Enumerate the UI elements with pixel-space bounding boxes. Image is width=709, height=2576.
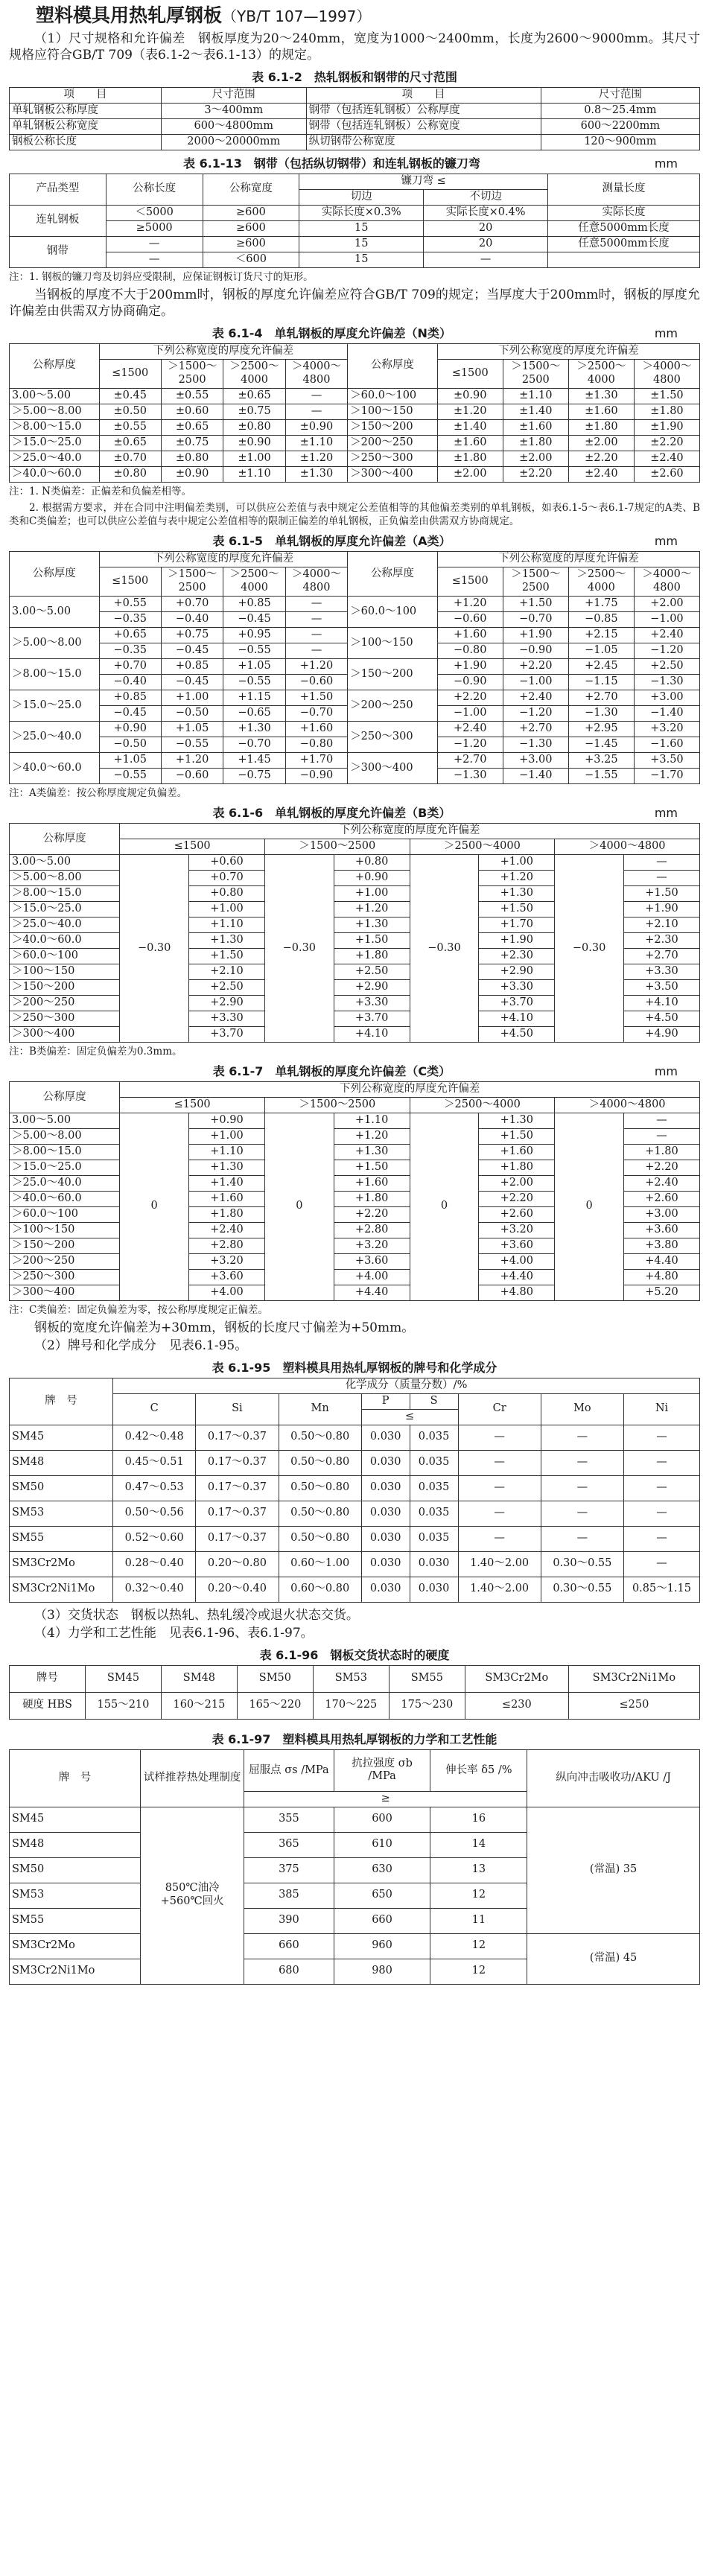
table-note: 注：C类偏差：固定负偏差为零，按公称厚度规定正偏差。 — [9, 1303, 268, 1316]
table-6-1-95-caption: 表 6.1-95 塑料模具用热轧厚钢板的牌号和化学成分 — [212, 1360, 497, 1375]
header-item: 项 目 — [10, 87, 162, 103]
table-row: SM48 365 610 14 — [10, 1832, 700, 1857]
table-header-row: ≥ — [10, 1791, 700, 1807]
table-row: ＞15.0～25.0 +1.00 +1.20 +1.50 +1.90 — [10, 902, 700, 917]
table-6-1-2 — [9, 87, 700, 150]
table-row: ＞25.0～40.0 ±0.70 ±0.80 ±1.00 ±1.20 ＞250～300 ±1.80 ±2.00 ±2.20 ±2.40 — [10, 451, 700, 466]
table-6-1-97-caption: 表 6.1-97 塑料模具用热轧厚钢板的力学和工艺性能 — [212, 1731, 497, 1746]
table-row: 钢带 — ≥600 15 20 任意5000mm长度 — [10, 236, 700, 252]
document-title: 塑料模具用热轧厚钢板（YB/T 107—1997） — [36, 4, 372, 26]
table-row: SM53 385 650 12 — [10, 1883, 700, 1908]
table-note: 注：A类偏差：按公称厚度规定负偏差。 — [9, 787, 188, 799]
table-row: 3.00～5.00 0 +0.90 0 +1.10 0 +1.30 0 — — [10, 1113, 700, 1129]
table-6-1-4 — [9, 343, 700, 483]
table-row: SM50 0.47～0.53 0.17～0.37 0.50～0.80 0.030 0.035 — — — — [10, 1475, 700, 1501]
table-row: 牌号 SM45 SM48 SM50 SM53 SM55 SM3Cr2Mo SM3Cr2Ni1Mo — [10, 1665, 700, 1692]
header-range: 尺寸范围 — [161, 87, 306, 103]
table-row: ＞25.0～40.0 +0.90 +1.05 +1.30 +1.60 ＞250～300 +2.40 +2.70 +2.95 +3.20 — [10, 722, 700, 737]
table-6-1-97 — [9, 1749, 700, 1985]
header-range: 尺寸范围 — [541, 87, 699, 103]
table-row: 钢板公称长度 2000～20000mm 纵切钢带公称宽度 120～900mm — [10, 134, 700, 150]
table-row: ＞15.0～25.0 +0.85 +1.00 +1.15 +1.50 ＞200～250 +2.20 +2.40 +2.70 +3.00 — [10, 690, 700, 706]
document-page — [9, 3, 700, 1985]
table-note: 2. 根据需方要求，并在合同中注明偏差类别，可以供应公差值与表中规定公差值相等的其他偏差类别的单轧钢板，如表6.1-5～表6.1-7规定的A类、B类和C类偏差；也可以供应公差值与表中规定公差值相等的限制正偏差的单轧钢板，正负偏差由供需双方协商规定。 — [9, 501, 700, 528]
table-row: 硬度 HBS 155～210 160～215 165～220 170～225 175～230 ≤230 ≤250 — [10, 1692, 700, 1719]
table-header-row: ≤1500 ＞1500～2500 ＞2500～4000 ＞4000～4800 — [10, 1098, 700, 1113]
table-header-row: ≤1500 ＞1500～2500 ＞2500～4000 ＞4000～4800 ≤1500 ＞1500～2500 ＞2500～4000 ＞4000～4800 — [10, 359, 700, 388]
table-row: −0.55 −0.60 −0.75 −0.90 −1.30 −1.40 −1.55 −1.70 — [10, 769, 700, 784]
unit-label: mm — [654, 1064, 678, 1079]
table-header-row: 切边 不切边 — [10, 189, 700, 205]
table-row: −0.40 −0.45 −0.55 −0.60 −0.90 −1.00 −1.15 −1.30 — [10, 675, 700, 690]
paragraph-grade-section: （2）牌号和化学成分 见表6.1-95。 — [34, 1338, 248, 1354]
table-row: ＞5.00～8.00 +1.00 +1.20 +1.50 — — [10, 1129, 700, 1145]
table-row: ＞200～250 +2.90 +3.30 +3.70 +4.10 — [10, 995, 700, 1011]
table-note: 注：1. 钢板的镰刀弯及切斜应受限制，应保证钢板订货尺寸的矩形。 — [9, 270, 314, 283]
table-body — [10, 1807, 700, 1984]
table-row: ＞40.0～60.0 +1.05 +1.20 +1.45 +1.70 ＞300～400 +2.70 +3.00 +3.25 +3.50 — [10, 753, 700, 769]
table-row: −0.45 −0.50 −0.65 −0.70 −1.00 −1.20 −1.30 −1.40 — [10, 706, 700, 722]
table-header-row: ≤1500 ＞1500～2500 ＞2500～4000 ＞4000～4800 — [10, 839, 700, 855]
table-row: −0.35 −0.40 −0.45 — −0.60 −0.70 −0.85 −1.00 — [10, 612, 700, 628]
table-row: ＞5.00～8.00 +0.70 +0.90 +1.20 — — [10, 871, 700, 886]
table-row: SM53 0.50～0.56 0.17～0.37 0.50～0.80 0.030 0.035 — — — — [10, 1501, 700, 1526]
table-row: SM3Cr2Ni1Mo 680 980 12 — [10, 1959, 700, 1984]
table-6-1-96-caption: 表 6.1-96 钢板交货状态时的硬度 — [259, 1647, 450, 1662]
table-row: SM55 0.52～0.60 0.17～0.37 0.50～0.80 0.030 0.035 — — — — [10, 1526, 700, 1551]
table-row: SM55 390 660 11 — [10, 1908, 700, 1933]
table-row: ＞8.00～15.0 ±0.55 ±0.65 ±0.80 ±0.90 ＞150～200 ±1.40 ±1.60 ±1.80 ±1.90 — [10, 419, 700, 435]
table-6-1-13-caption: 表 6.1-13 钢带（包括纵切钢带）和连轧钢板的镰刀弯 mm — [183, 156, 678, 171]
unit-label: mm — [654, 325, 678, 340]
table-6-1-96 — [9, 1665, 700, 1720]
table-row: ＞250～300 +3.60 +4.00 +4.40 +4.80 — [10, 1269, 700, 1285]
table-row: ＞40.0～60.0 +1.60 +1.80 +2.20 +2.60 — [10, 1192, 700, 1207]
table-body — [10, 388, 700, 482]
table-body — [10, 1425, 700, 1602]
table-row: ＞15.0～25.0 ±0.65 ±0.75 ±0.90 ±1.10 ＞200～250 ±1.60 ±1.80 ±2.00 ±2.20 — [10, 435, 700, 451]
table-row: SM48 0.45～0.51 0.17～0.37 0.50～0.80 0.030 0.035 — — — — [10, 1450, 700, 1475]
paragraph-size-spec: （1）尺寸规格和允许偏差 钢板厚度为20～240mm，宽度为1000～2400mm，长度为2600～9000mm。其尺寸规格应符合GB/T 709（表6.1-2～表6.1-13）的规定。 — [9, 31, 700, 63]
table-row: ＞100～150 +2.10 +2.50 +2.90 +3.30 — [10, 964, 700, 980]
table-header-row: 牌 号 试样推荐热处理制度 屈服点 σs /MPa 抗拉强度 σb /MPa 伸长率 δ5 /% 纵向冲击吸收功/AKU /J — [10, 1749, 700, 1791]
table-row: ＞8.00～15.0 +0.80 +1.00 +1.30 +1.50 — [10, 886, 700, 902]
table-row: ＞100～150 +2.40 +2.80 +3.20 +3.60 — [10, 1222, 700, 1238]
header-item: 项 目 — [306, 87, 541, 103]
table-body — [10, 1113, 700, 1301]
table-row: SM3Cr2Mo 660 960 12 (常温) 45 — [10, 1933, 700, 1959]
table-row: 单轧钢板公称宽度 600～4800mm 钢带（包括连轧钢板）公称宽度 600～2200mm — [10, 118, 700, 134]
table-6-1-7 — [9, 1081, 700, 1301]
table-note: 注：B类偏差：固定负偏差为0.3mm。 — [9, 1045, 182, 1058]
table-row: −0.35 −0.45 −0.55 — −0.80 −0.90 −1.05 −1.20 — [10, 643, 700, 659]
table-row: ＞8.00～15.0 +1.10 +1.30 +1.60 +1.80 — [10, 1145, 700, 1160]
paragraph-thickness-tolerance: 当钢板的厚度不大于200mm时，钢板的厚度允许偏差应符合GB/T 709的规定；当厚度大于200mm时，钢板的厚度允许偏差由供需双方协商确定。 — [9, 287, 700, 319]
table-note: 注：1. N类偏差：正偏差和负偏差相等。 — [9, 485, 191, 497]
table-row: ＞300～400 +3.70 +4.10 +4.50 +4.90 — [10, 1026, 700, 1042]
paragraph-mechanical: （4）力学和工艺性能 见表6.1-96、表6.1-97。 — [34, 1626, 314, 1641]
table-header-row: ≤ — [10, 1409, 700, 1425]
table-row: ＞250～300 +3.30 +3.70 +4.10 +4.50 — [10, 1011, 700, 1026]
table-row: ＞15.0～25.0 +1.30 +1.50 +1.80 +2.20 — [10, 1160, 700, 1176]
table-6-1-5-caption: 表 6.1-5 单轧钢板的厚度允许偏差（A类） mm — [212, 534, 678, 549]
table-row: SM3Cr2Mo 0.28～0.40 0.20～0.80 0.60～1.00 0.030 0.030 1.40～2.00 0.30～0.55 — — [10, 1551, 700, 1577]
table-row: ＞8.00～15.0 +0.70 +0.85 +1.05 +1.20 ＞150～200 +1.90 +2.20 +2.45 +2.50 — [10, 659, 700, 675]
table-row: ＞5.00～8.00 ±0.50 ±0.60 ±0.75 — ＞100～150 ±1.20 ±1.40 ±1.60 ±1.80 — [10, 404, 700, 419]
table-row: SM45 850℃油冷 +560℃回火 355 600 16 (常温) 35 — [10, 1807, 700, 1832]
paragraph-delivery-state: （3）交货状态 钢板以热轧、热轧缓冷或退火状态交货。 — [34, 1607, 359, 1623]
table-row: 3.00～5.00 ±0.45 ±0.55 ±0.65 — ＞60.0～100 ±0.90 ±1.10 ±1.30 ±1.50 — [10, 388, 700, 404]
table-header-row: 公称厚度 下列公称宽度的厚度允许偏差 — [10, 824, 700, 839]
table-6-1-13 — [9, 174, 700, 268]
table-row: 单轧钢板公称厚度 3～400mm 钢带（包括连轧钢板）公称厚度 0.8～25.4mm — [10, 103, 700, 118]
table-row: — ＜600 15 — — [10, 252, 700, 267]
table-row: SM45 0.42～0.48 0.17～0.37 0.50～0.80 0.030 0.035 — — — — [10, 1425, 700, 1450]
table-header-row: 公称厚度 下列公称宽度的厚度允许偏差 公称厚度 下列公称宽度的厚度允许偏差 — [10, 552, 700, 567]
table-row: SM3Cr2Ni1Mo 0.32～0.40 0.20～0.40 0.60～0.80 0.030 0.030 1.40～2.00 0.30～0.55 0.85～1.15 — [10, 1577, 700, 1602]
table-header-row — [10, 87, 700, 103]
unit-label: mm — [654, 806, 678, 821]
unit-label: mm — [654, 156, 678, 171]
table-6-1-6 — [9, 823, 700, 1043]
table-header-row: 公称厚度 下列公称宽度的厚度允许偏差 — [10, 1082, 700, 1098]
table-header-row: ≤1500 ＞1500～2500 ＞2500～4000 ＞4000～4800 ≤1500 ＞1500～2500 ＞2500～4000 ＞4000～4800 — [10, 567, 700, 597]
table-body — [10, 597, 700, 784]
table-header-row: 牌 号 化学成分（质量分数）/% — [10, 1378, 700, 1393]
table-row: ≥5000 ≥600 15 20 任意5000mm长度 — [10, 220, 700, 236]
paragraph-width-length: 钢板的宽度允许偏差为+30mm，钢板的长度尺寸偏差为+50mm。 — [34, 1320, 415, 1335]
table-header-row: 产品类型 公称长度 公称宽度 镰刀弯 ≤ 测量长度 — [10, 174, 700, 189]
unit-label: mm — [654, 534, 678, 549]
table-6-1-4-caption: 表 6.1-4 单轧钢板的厚度允许偏差（N类） mm — [212, 325, 678, 340]
table-body — [10, 855, 700, 1043]
table-row: ＞150～200 +2.50 +2.90 +3.30 +3.50 — [10, 980, 700, 996]
standard-number: （YB/T 107—1997） — [222, 7, 372, 25]
table-row: 3.00～5.00 +0.55 +0.70 +0.85 — ＞60.0～100 +1.20 +1.50 +1.75 +2.00 — [10, 597, 700, 612]
table-row: SM50 375 630 13 — [10, 1857, 700, 1883]
table-row: ＞300～400 +4.00 +4.40 +4.80 +5.20 — [10, 1285, 700, 1300]
table-row: ＞25.0～40.0 +1.40 +1.60 +2.00 +2.40 — [10, 1176, 700, 1192]
table-header-row: 公称厚度 下列公称宽度的厚度允许偏差 公称厚度 下列公称宽度的厚度允许偏差 — [10, 343, 700, 359]
table-row: ＞150～200 +2.80 +3.20 +3.60 +3.80 — [10, 1238, 700, 1253]
table-header-row: C Si Mn P S Cr Mo Ni — [10, 1393, 700, 1409]
table-row: ＞200～250 +3.20 +3.60 +4.00 +4.40 — [10, 1253, 700, 1269]
table-row: ＞40.0～60.0 +1.30 +1.50 +1.90 +2.30 — [10, 933, 700, 949]
table-row: 3.00～5.00 −0.30 +0.60 −0.30 +0.80 −0.30 +1.00 −0.30 — — [10, 855, 700, 871]
table-6-1-95 — [9, 1378, 700, 1603]
table-6-1-7-caption: 表 6.1-7 单轧钢板的厚度允许偏差（C类） mm — [212, 1064, 678, 1079]
table-row: ＞5.00～8.00 +0.65 +0.75 +0.95 — ＞100～150 +1.60 +1.90 +2.15 +2.40 — [10, 628, 700, 643]
table-6-1-5 — [9, 551, 700, 784]
table-6-1-6-caption: 表 6.1-6 单轧钢板的厚度允许偏差（B类） mm — [212, 806, 678, 821]
table-row: ＞60.0～100 +1.80 +2.20 +2.60 +3.00 — [10, 1206, 700, 1222]
table-6-1-2-caption: 表 6.1-2 热轧钢板和钢带的尺寸范围 — [252, 69, 457, 84]
table-row: ＞25.0～40.0 +1.10 +1.30 +1.70 +2.10 — [10, 917, 700, 933]
table-row: ＞40.0～60.0 ±0.80 ±0.90 ±1.10 ±1.30 ＞300～400 ±2.00 ±2.20 ±2.40 ±2.60 — [10, 466, 700, 482]
table-row: −0.50 −0.55 −0.70 −0.80 −1.20 −1.30 −1.45 −1.60 — [10, 737, 700, 753]
table-row: ＞60.0～100 +1.50 +1.80 +2.30 +2.70 — [10, 949, 700, 964]
table-row: 连轧钢板 ＜5000 ≥600 实际长度×0.3% 实际长度×0.4% 实际长度 — [10, 205, 700, 220]
